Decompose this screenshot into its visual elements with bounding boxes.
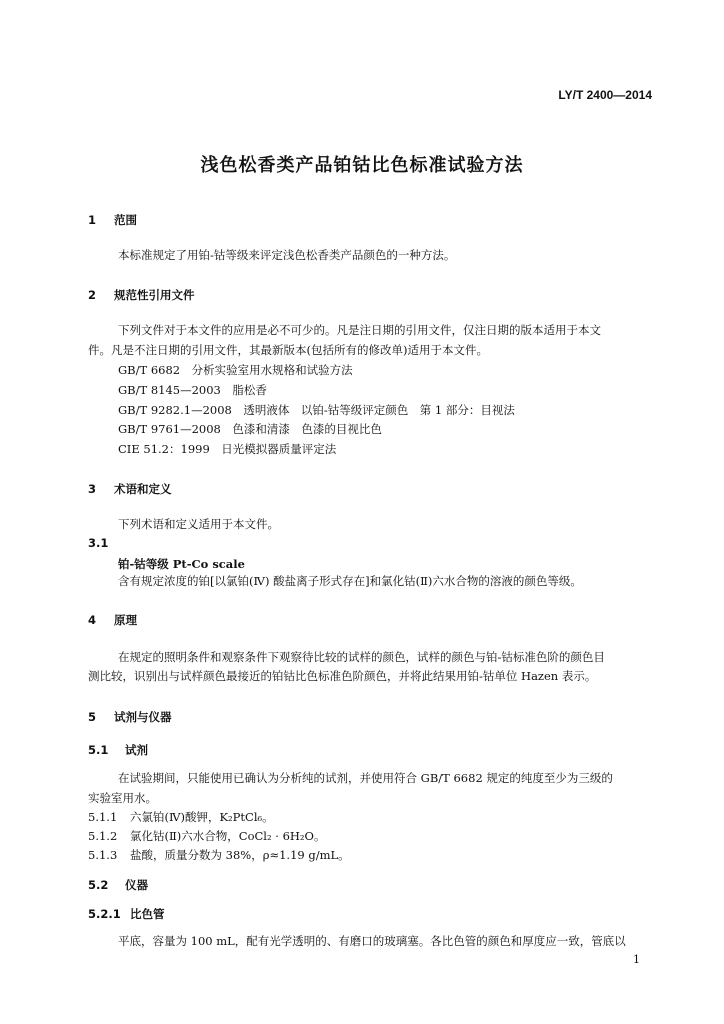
subsection-5-2-1-heading — [88, 906, 165, 922]
section-2-intro-line-1: 下列文件对于本文件的应用是必不可少的。凡是注日期的引用文件，仅注日期的版本适用于本文 — [118, 323, 601, 337]
subsection-number: 5.2 — [88, 878, 109, 892]
subsection-number: 3.1 — [88, 536, 109, 550]
page-number: 1 — [633, 953, 640, 966]
reference-item: GB/T 6682 分析实验室用水规格和试验方法 — [118, 363, 353, 377]
section-2-intro-line-2: 件。凡是不注日期的引用文件，其最新版本(包括所有的修改单)适用于本文件。 — [88, 343, 488, 357]
section-1-heading — [88, 212, 137, 228]
reagent-item — [88, 808, 274, 827]
section-number: 3 — [88, 482, 97, 496]
section-title: 术语和定义 — [114, 482, 172, 496]
item-number: 5.1.1 — [88, 810, 118, 824]
item-text: 六氯铂(Ⅳ)酸钾，K₂PtCl₆。 — [130, 810, 274, 824]
item-text: 盐酸，质量分数为 38%，ρ≈1.19 g/mL。 — [130, 848, 350, 862]
section-4-line-2: 测比较，识别出与试样颜色最接近的铂钴比色标准色阶颜色，并将此结果用铂-钴单位 Hazen 表示。 — [88, 669, 597, 683]
item-number: 5.1.3 — [88, 848, 118, 862]
reagent-item — [88, 827, 325, 846]
document-title: 浅色松香类产品铂钴比色标准试验方法 — [200, 155, 524, 176]
section-3-intro: 下列术语和定义适用于本文件。 — [118, 517, 279, 531]
subsection-title: 比色管 — [130, 907, 165, 921]
term-name: 铂-钴等级 Pt-Co scale — [118, 557, 245, 571]
subsection-title: 试剂 — [125, 743, 148, 757]
item-text: 氯化钴(Ⅱ)六水合物，CoCl₂ · 6H₂O。 — [130, 829, 326, 843]
reference-item: GB/T 9282.1—2008 透明液体 以铂-钴等级评定颜色 第 1 部分：目视法 — [118, 403, 515, 417]
reagent-item — [88, 846, 350, 865]
section-title: 原理 — [114, 613, 137, 627]
section-4-heading — [88, 612, 137, 628]
subsection-5-1-line-1: 在试验期间，只能使用已确认为分析纯的试剂，并使用符合 GB/T 6682 规定的纯度至少为三级的 — [118, 771, 613, 785]
term-definition: 含有规定浓度的铂[以氯铂(Ⅳ) 酸盐离子形式存在]和氯化钴(Ⅱ)六水合物的溶液的颜色等级。 — [118, 574, 582, 588]
reference-item: GB/T 9761—2008 色漆和清漆 色漆的目视比色 — [118, 422, 382, 436]
section-5-heading — [88, 709, 172, 725]
section-title: 试剂与仪器 — [114, 710, 172, 724]
subsection-number: 5.2.1 — [88, 907, 121, 921]
standard-code: LY/T 2400—2014 — [558, 88, 652, 102]
section-title: 范围 — [114, 213, 137, 227]
section-number: 4 — [88, 613, 97, 627]
subsection-title: 仪器 — [125, 878, 148, 892]
section-title: 规范性引用文件 — [114, 288, 195, 302]
item-number: 5.1.2 — [88, 829, 118, 843]
section-3-heading — [88, 481, 172, 497]
subsection-5-2-1-line-1: 平底，容量为 100 mL，配有光学透明的、有磨口的玻璃塞。各比色管的颜色和厚度应一致，管底以 — [118, 934, 626, 948]
reference-item: CIE 51.2：1999 日光模拟器质量评定法 — [118, 442, 337, 456]
subsection-number: 5.1 — [88, 743, 109, 757]
section-number: 5 — [88, 710, 97, 724]
subsection-5-2-heading — [88, 877, 148, 893]
subsection-5-1-heading — [88, 742, 148, 758]
reference-item: GB/T 8145—2003 脂松香 — [118, 383, 267, 397]
subsection-5-1-line-2: 实验室用水。 — [88, 791, 157, 805]
section-2-heading — [88, 287, 195, 303]
section-number: 2 — [88, 288, 97, 302]
section-1-text: 本标准规定了用铂-钴等级来评定浅色松香类产品颜色的一种方法。 — [118, 248, 456, 262]
section-4-line-1: 在规定的照明条件和观察条件下观察待比较的试样的颜色，试样的颜色与铂-钴标准色阶的颜色目 — [118, 650, 605, 664]
section-number: 1 — [88, 213, 97, 227]
